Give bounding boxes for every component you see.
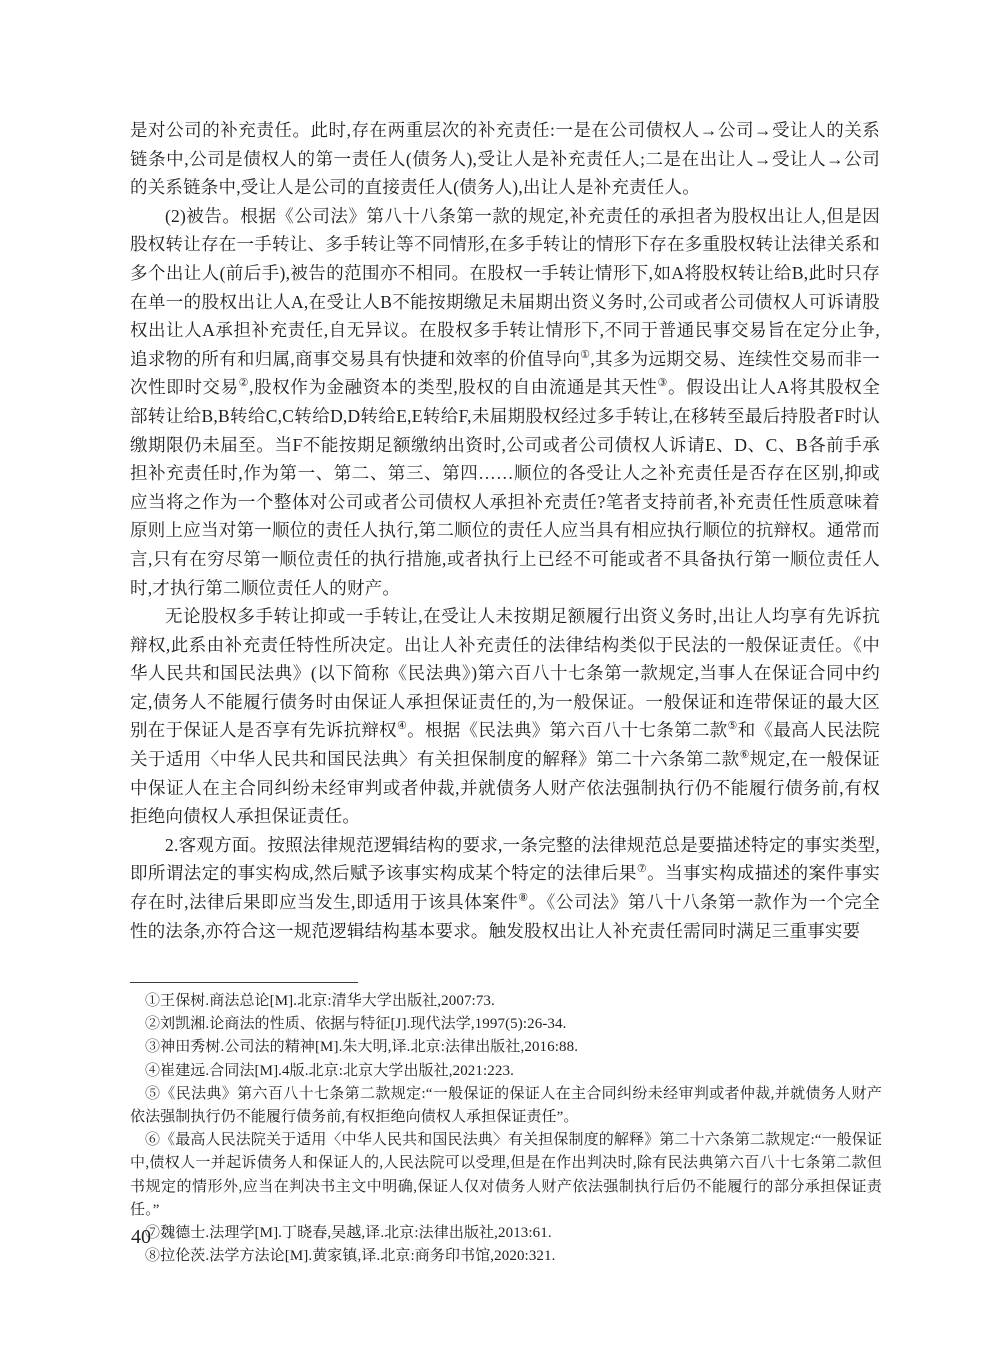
footnote-block (130, 990, 882, 1268)
paragraph: 是对公司的补充责任。此时,存在两重层次的补充责任:一是在公司债权人→公司→受让人的关系链条中,公司是债权人的第一责任人(债务人),受让人是补充责任人;二是在出让人→受让人→公司的关系链条中,受让人是公司的直接责任人(债务人),出让人是补充责任人。 (130, 120, 880, 198)
footnote-item: ④崔建远.合同法[M].4版.北京:北京大学出版社,2021:223. (145, 1062, 514, 1079)
footnote-ref: ⑥ (739, 749, 750, 762)
footnote-ref: ⑤ (727, 720, 738, 733)
footnote-item: ⑧拉伦茨.法学方法论[M].黄家镇,译.北京:商务印书馆,2020:321. (145, 1248, 556, 1265)
footnote-item: ①王保树.商法总论[M].北京:清华大学出版社,2007:73. (145, 993, 495, 1009)
document-body (130, 116, 880, 945)
footnote-ref: ③ (657, 377, 668, 390)
footnote-item: ⑤《民法典》第六百八十七条第二款规定:“一般保证的保证人在主合同纠纷未经审判或者仲裁,并就债务人财产依法强制执行仍不能履行债务前,有权拒绝向债权人承担保证责任”。 (130, 1085, 882, 1126)
paragraph: 无论股权多手转让抑或一手转让,在受让人未按期足额履行出资义务时,出让人均享有先诉抗辩权,此系由补充责任特性所决定。出让人补充责任的法律结构类似于民法的一般保证责任。《中华人民共和国民法典》(以下简称《民法典》)第六百八十七条第一款规定,当事人在保证合同中约定,债务人不能履行债务时由保证人承担保证责任的,为一般保证。一般保证和连带保证的最大区别在于保证人是否享有先诉抗辩权④。根据《民法典》第六百八十七条第二款⑤和《最高人民法院关于适用〈中华人民共和国民法典〉有关担保制度的解释》第二十六条第二款⑥规定,在一般保证中保证人在主合同纠纷未经审判或者仲裁,并就债务人财产依法强制执行仍不能履行债务前,有权拒绝向债权人承担保证责任。 (130, 606, 881, 827)
footnote-ref: ① (580, 348, 591, 361)
paragraph: 2.客观方面。按照法律规范逻辑结构的要求,一条完整的法律规范总是要描述特定的事实类型,即所谓法定的事实构成,然后赋予该事实构成某个特定的法律后果⑦。当事实构成描述的案件事实存在时,法律后果即应当发生,即适用于该具体案件⑧。《公司法》第八十八条第一款作为一个完全性的法条,亦符合这一规范逻辑结构基本要求。触发股权出让人补充责任需同时满足三重事实要 (130, 834, 880, 941)
footnote-ref: ② (238, 377, 250, 390)
footnote-item: ③神田秀树.公司法的精神[M].朱大明,译.北京:法律出版社,2016:88. (145, 1039, 579, 1056)
footnote-ref: ④ (396, 720, 408, 733)
footnote-item: ②刘凯湘.论商法的性质、依据与特征[J].现代法学,1997(5):26-34. (145, 1016, 567, 1033)
footnote-ref: ⑦ (636, 863, 648, 876)
footnote-item: ⑥《最高人民法院关于适用〈中华人民共和国民法典〉有关担保制度的解释》第二十六条第二款规定:“一般保证中,债权人一并起诉债务人和保证人的,人民法院可以受理,但是在作出判决时,除有民法典第六百八十七条第二款但书规定的情形外,应当在判决书主文中明确,保证人仅对债务人财产依法强制执行后仍不能履行的部分承担保证责任。” (130, 1132, 882, 1218)
page-number: 40 (131, 1226, 151, 1248)
paragraph: (2)被告。根据《公司法》第八十八条第一款的规定,补充责任的承担者为股权出让人,但是因股权转让存在一手转让、多手转让等不同情形,在多手转让的情形下存在多重股权转让法律关系和多个出让人(前后手),被告的范围亦不相同。在股权一手转让情形下,如A将股权转让给B,此时只存在单一的股权出让人A,在受让人B不能按期缴足未届期出资义务时,公司或者公司债权人可诉请股权出让人A承担补充责任,自无异议。在股权多手转让情形下,不同于普通民事交易旨在定分止争,追求物的所有和归属,商事交易具有快捷和效率的价值导向①,其多为远期交易、连续性交易而非一次性即时交易②,股权作为金融资本的类型,股权的自由流通是其天性③。假设出让人A将其股权全部转让给B,B转给C,C转给D,D转给E,E转给F,未届期股权经过多手转让,在移转至最后持股者F时认缴期限仍未届至。当F不能按期足额缴纳出资时,公司或者公司债权人诉请E、D、C、B各前手承担补充责任时,作为第一、第二、第三、第四……顺位的各受让人之补充责任是否存在区别,抑或应当将之作为一个整体对公司或者公司债权人承担补充责任?笔者支持前者,补充责任性质意味着原则上应当对第一顺位的责任人执行,第二顺位的责任人应当具有相应执行顺位的抗辩权。通常而言,只有在穷尽第一顺位责任的执行措施,或者执行上已经不可能或者不具备执行第一顺位责任人时,才执行第二顺位责任人的财产。 (130, 205, 881, 598)
footnote-ref: ⑧ (518, 892, 529, 905)
footnote-item: ⑦魏德士.法理学[M].丁晓春,吴越,译.北京:法律出版社,2013:61. (145, 1225, 552, 1242)
footnote-separator (130, 982, 358, 983)
